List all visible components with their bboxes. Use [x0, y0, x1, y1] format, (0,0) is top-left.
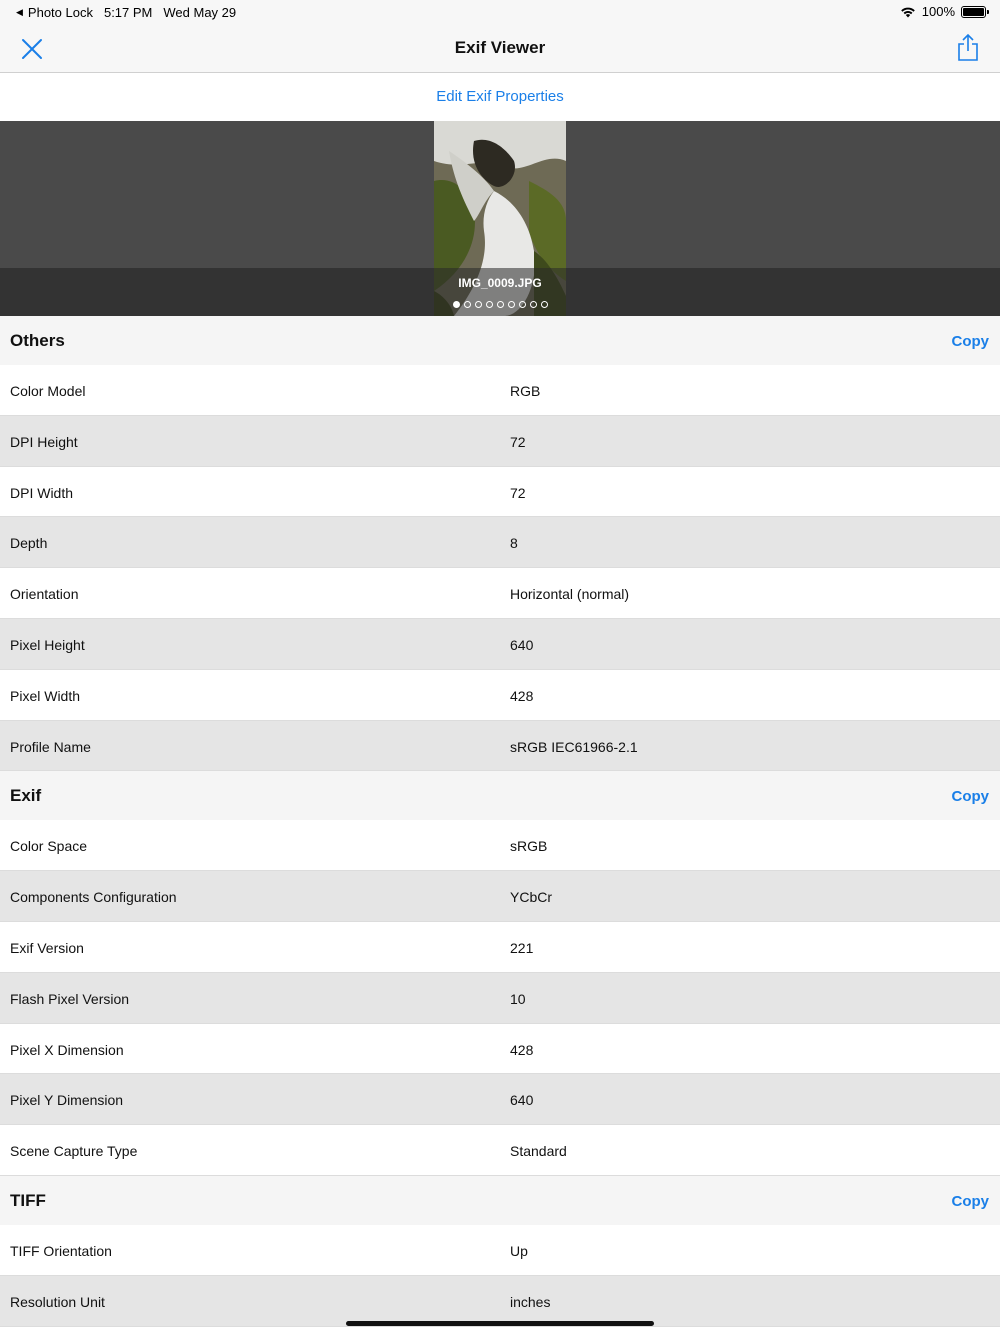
section-header-others [0, 316, 1000, 365]
property-key: Pixel Width [10, 687, 81, 704]
property-key: Orientation [10, 586, 79, 603]
exif-list[interactable] [0, 316, 1000, 1327]
property-value: 72 [510, 433, 526, 450]
page-dot[interactable] [530, 301, 537, 308]
section-header-exif [0, 771, 1000, 820]
property-value: 72 [510, 484, 526, 501]
table-row [0, 721, 1000, 772]
page-dot[interactable] [464, 301, 471, 308]
page-dot[interactable] [541, 301, 548, 308]
property-key: Pixel X Dimension [10, 1041, 124, 1058]
photo-carousel[interactable] [0, 121, 1000, 316]
file-name: IMG_0009.JPG [458, 276, 542, 290]
property-key: Resolution Unit [10, 1293, 105, 1310]
property-key: Color Space [10, 838, 88, 855]
property-value: sRGB [510, 838, 548, 855]
page-dot[interactable] [453, 301, 460, 308]
property-value: YCbCr [510, 889, 553, 906]
property-value: 428 [510, 1041, 534, 1058]
property-value: 640 [510, 1092, 534, 1109]
property-value: sRGB IEC61966-2.1 [510, 738, 638, 755]
property-key: DPI Height [10, 433, 78, 450]
property-key: Flash Pixel Version [10, 990, 130, 1007]
section-header-tiff [0, 1176, 1000, 1225]
copy-button[interactable]: Copy [951, 333, 989, 350]
table-row [0, 517, 1000, 568]
table-row [0, 1074, 1000, 1125]
status-right [900, 4, 986, 19]
section-title: TIFF [10, 1190, 46, 1210]
page-dot[interactable] [508, 301, 515, 308]
table-row [0, 416, 1000, 467]
table-row [0, 568, 1000, 619]
table-row [0, 670, 1000, 721]
share-button[interactable] [956, 33, 980, 63]
property-key: TIFF Orientation [10, 1242, 112, 1259]
property-key: Depth [10, 535, 48, 552]
table-row [0, 820, 1000, 871]
photo-thumbnail[interactable] [434, 121, 566, 316]
back-triangle-icon[interactable]: ◀ [16, 7, 23, 17]
property-key: Components Configuration [10, 889, 177, 906]
page-dot[interactable] [475, 301, 482, 308]
page-indicator[interactable] [434, 301, 566, 308]
table-row [0, 871, 1000, 922]
nav-bar [0, 24, 1000, 73]
status-bar [0, 0, 1000, 24]
property-value: inches [510, 1293, 551, 1310]
page-dot[interactable] [486, 301, 493, 308]
property-value: 640 [510, 636, 534, 653]
page-title: Exif Viewer [454, 38, 546, 57]
table-row [0, 1024, 1000, 1075]
property-value: Horizontal (normal) [510, 586, 630, 603]
property-value: Up [510, 1242, 528, 1259]
property-key: Pixel Y Dimension [10, 1092, 124, 1109]
table-row [0, 467, 1000, 518]
property-value: 428 [510, 687, 534, 704]
property-key: Exif Version [10, 939, 84, 956]
table-row [0, 1276, 1000, 1327]
copy-button[interactable]: Copy [951, 1192, 989, 1210]
table-row [0, 922, 1000, 973]
property-key: Scene Capture Type [10, 1143, 138, 1160]
property-value: 221 [510, 939, 534, 956]
wifi-icon [900, 6, 916, 18]
table-row [0, 1125, 1000, 1176]
edit-exif-properties-link[interactable]: Edit Exif Properties [436, 88, 564, 105]
table-row [0, 973, 1000, 1024]
property-value: 8 [510, 535, 518, 552]
property-value: RGB [510, 383, 541, 399]
page-dot[interactable] [519, 301, 526, 308]
property-value: Standard [510, 1143, 567, 1160]
property-key: Profile Name [10, 738, 91, 755]
home-indicator[interactable] [346, 1321, 654, 1326]
battery-percent: 100% [921, 4, 955, 19]
copy-button[interactable]: Copy [951, 788, 989, 806]
edit-row [0, 73, 1000, 121]
section-title: Exif [10, 786, 42, 806]
property-key: Pixel Height [10, 636, 85, 653]
battery-icon [961, 6, 986, 18]
property-key: DPI Width [10, 484, 74, 501]
share-icon [956, 33, 980, 63]
section-title: Others [10, 331, 65, 350]
status-time: 5:17 PM [103, 5, 153, 20]
property-key: Color Model [10, 383, 86, 399]
table-row [0, 1225, 1000, 1276]
table-row [0, 365, 1000, 416]
property-value: 10 [510, 990, 526, 1007]
status-date: Wed May 29 [163, 5, 237, 20]
page-dot[interactable] [497, 301, 504, 308]
back-app-label[interactable]: Photo Lock [27, 5, 93, 20]
status-left [16, 5, 236, 20]
table-row [0, 619, 1000, 670]
